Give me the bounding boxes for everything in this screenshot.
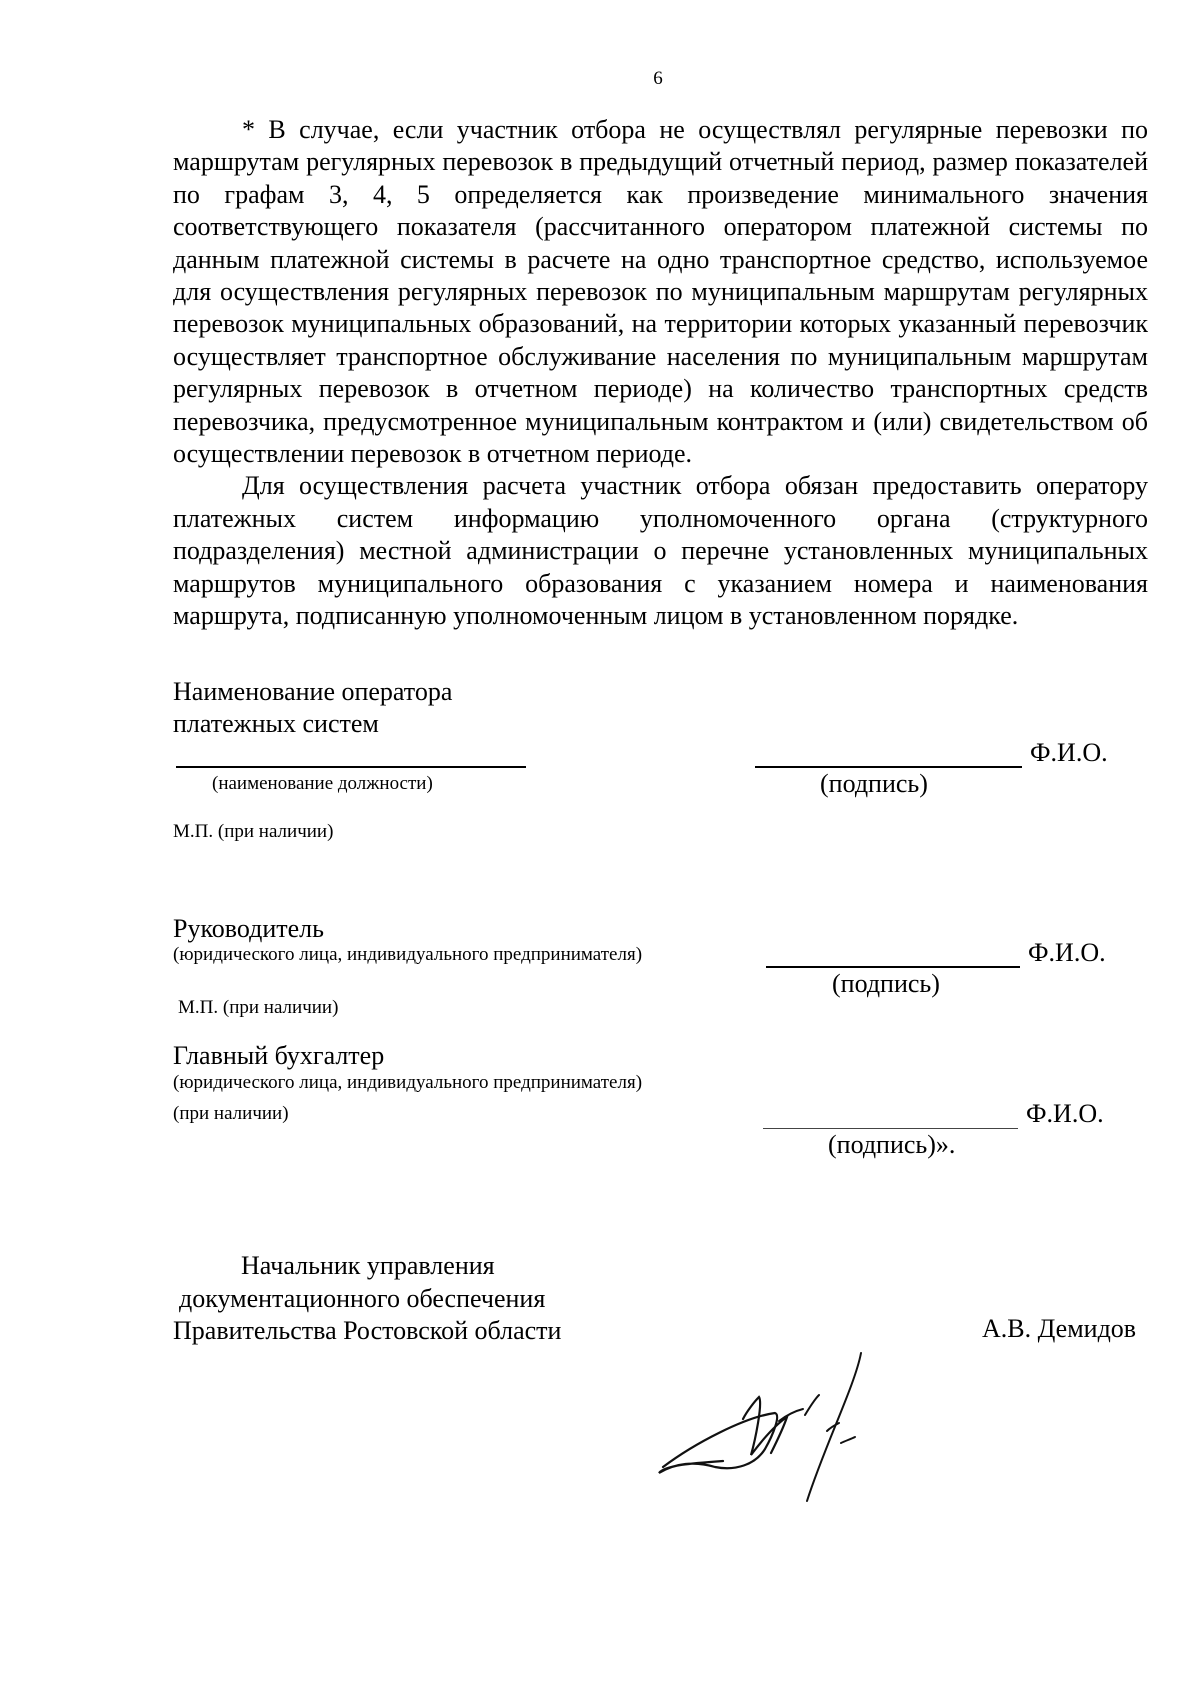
position-line2: документационного обеспечения [179, 1283, 546, 1313]
operator-signature-caption: (подпись) [820, 769, 928, 798]
position-line [176, 766, 526, 768]
head-fio: Ф.И.О. [1028, 938, 1106, 967]
accountant-title: Главный бухгалтер [173, 1041, 385, 1070]
accountant-fio: Ф.И.О. [1026, 1099, 1104, 1128]
head-signature-caption: (подпись) [832, 969, 940, 998]
accountant-signature-caption: (подпись)». [828, 1130, 956, 1159]
accountant-subtitle2: (при наличии) [173, 1103, 289, 1124]
operator-stamp: М.П. (при наличии) [173, 821, 334, 842]
head-subtitle: (юридического лица, индивидуального предпринимателя) [173, 944, 643, 965]
operator-title [173, 676, 452, 740]
position-line1: Начальник управления [241, 1251, 495, 1280]
footnote-paragraph: * В случае, если участник отбора не осуществлял регулярные перевозки по маршрутам регулярных перевозок в предыдущий отчетный период, размер показателей по графам 3, 4, 5 определяется как произведение минимального значения соответствующего показателя (рассчитанного оператором платежной системы по данным платежной системы в расчете на одно транспортное средство, используемое для осуществления регулярных перевозок по муниципальным маршрутам регулярных перевозок муниципальных образований, на территории которых указанный перевозчик осуществляет транспортное обслуживание населения по муниципальным маршрутам регулярных перевозок в отчетном периоде) на количество транспортных средств перевозчика, предусмотренное муниципальным контрактом и (или) свидетельством об осуществлении перевозок в отчетном периоде. [173, 115, 1148, 469]
operator-title-line2: платежных систем [173, 709, 379, 738]
position-line3: Правительства Ростовской области [173, 1316, 562, 1345]
head-stamp: М.П. (при наличии) [178, 997, 339, 1018]
calculation-paragraph: Для осуществления расчета участник отбора обязан предоставить оператору платежных систем информацию уполномоченного органа (структурного подразделения) местной администрации о перечне установленных муниципальных маршрутов муниципального образования с указанием номера и наименования маршрута, подписанную уполномоченным лицом в установленном порядке. [173, 471, 1148, 631]
handwritten-signature [655, 1345, 925, 1515]
accountant-subtitle: (юридического лица, индивидуального предпринимателя) [173, 1072, 643, 1093]
page-number: 6 [653, 68, 663, 89]
head-title: Руководитель [173, 914, 324, 943]
position-caption: (наименование должности) [212, 773, 433, 794]
operator-fio: Ф.И.О. [1030, 738, 1108, 767]
operator-title-line1: Наименование оператора [173, 677, 453, 706]
official-position [173, 1250, 593, 1348]
signatory-name: А.В. Демидов [982, 1314, 1137, 1343]
main-text [173, 114, 1148, 633]
